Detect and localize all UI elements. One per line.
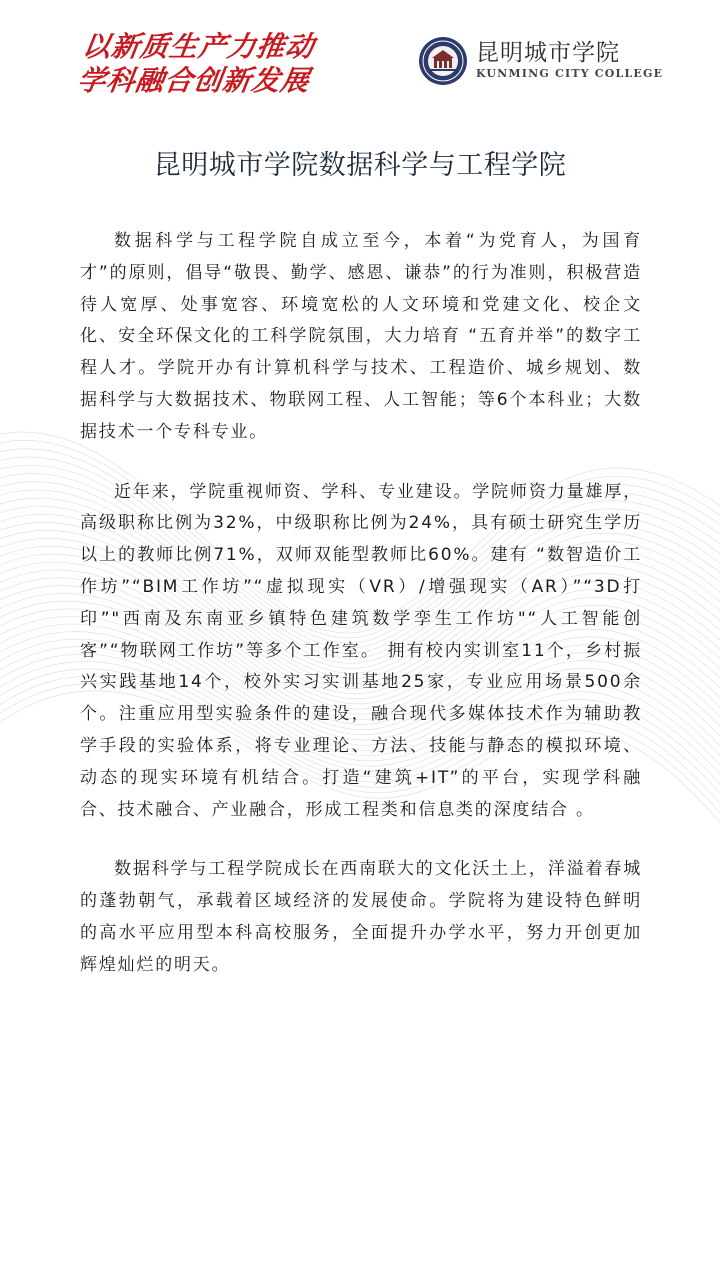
college-emblem-icon [418, 36, 468, 86]
article-body [80, 226, 642, 1010]
paragraph-3: 数据科学与工程学院成长在西南联大的文化沃土上，洋溢着春城的蓬勃朝气，承载着区域经济的发展使命。学院将为建设特色鲜明的高水平应用型本科高校服务，全面提升办学水平，努力开创更加辉煌灿烂的明天。 [80, 859, 642, 975]
header [0, 0, 720, 120]
paragraph-1: 数据科学与工程学院自成立至今，本着“为党育人，为国育才”的原则，倡导“敬畏、勤学、感恩、谦恭”的行为准则，积极营造待人宽厚、处事宽容、环境宽松的人文环境和党建文化、校企文化、安全环保文化的工科学院氛围，大力培育 “五育并举”的数字工程人才。学院开办有计算机科学与技术、工程造价、城乡规划、数据科学与大数据技术、物联网工程、人工智能；等6个本科业；大数据技术一个专科专业。 [80, 231, 642, 442]
slogan-line-2: 学科融合创新发展 [75, 64, 313, 97]
college-name-en: KUNMING CITY COLLEGE [476, 67, 664, 80]
college-name-cn: 昆明城市学院 [476, 40, 620, 66]
slogan-line-1: 以新质生产力推动 [80, 30, 317, 63]
page-title: 昆明城市学院数据科学与工程学院 [153, 150, 567, 181]
slogan [75, 30, 317, 98]
college-brand [418, 36, 663, 86]
paragraph-2: 近年来，学院重视师资、学科、专业建设。学院师资力量雄厚，高级职称比例为32%，中级职称比例为24%，具有硕士研究生学历以上的教师比例71%，双师双能型教师比60%。建有 “数智造价工作坊”“BIM工作坊”“虚拟现实（VR）/增强现实（AR）”“3D打印”"西南及东南亚乡镇特色建筑数学孪生工作坊"“人工智能创客”“物联网工作坊”等多个工作室。 拥有校内实训室11个，乡村振兴实践基地14个，校外实习实训基地25家，专业应用场景500余个。注重应用型实验条件的建设，融合现代多媒体技术作为辅助教学手段的实验体系，将专业理论、方法、技能与静态的模拟环境、动态的现实环境有机结合。打造“建筑+IT”的平台，实现学科融合、技术融合、产业融合，形成工程类和信息类的深度结合 。 [80, 481, 642, 820]
